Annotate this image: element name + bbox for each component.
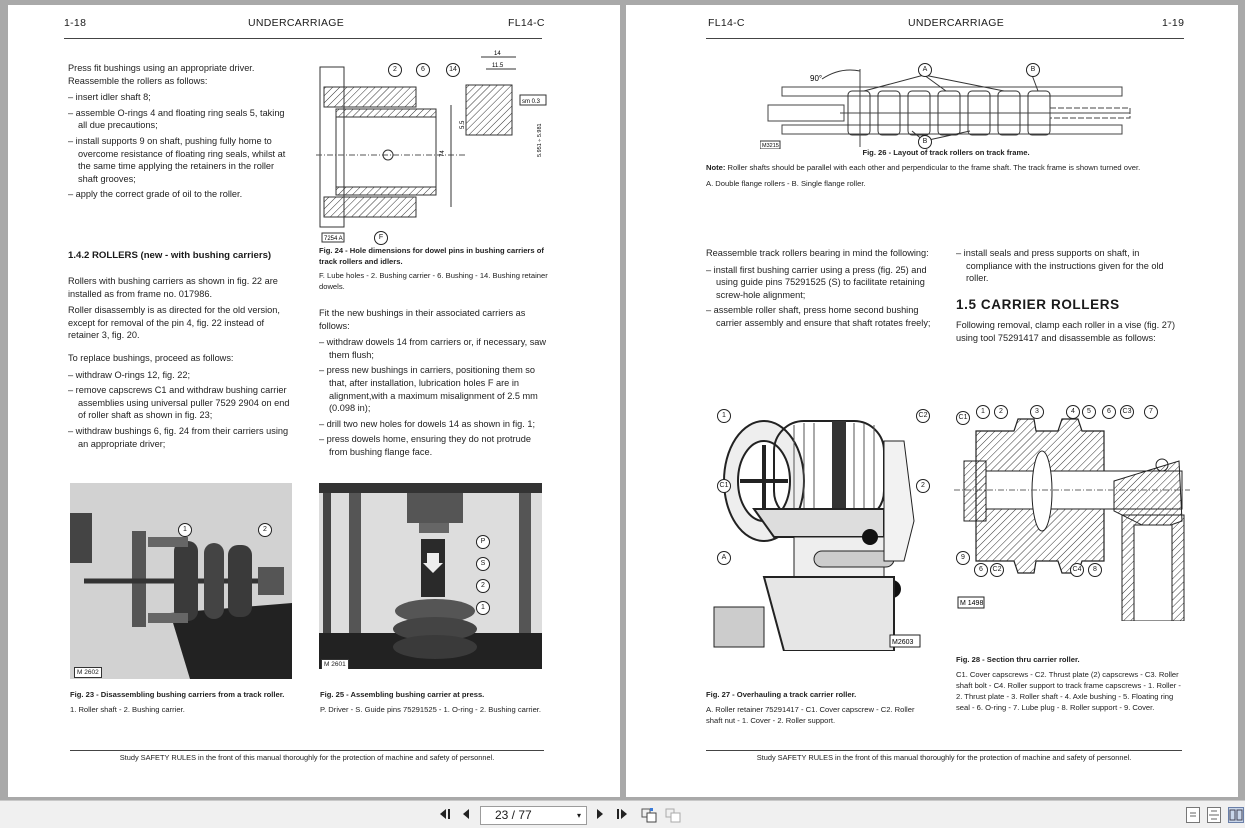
- callout-6: 6: [416, 63, 430, 77]
- fig25-caption: [320, 689, 546, 715]
- page-left: [8, 5, 620, 797]
- section-1-4-2-text: [68, 275, 294, 453]
- rotate-view-button[interactable]: [640, 807, 658, 823]
- list-item: – assemble O-rings 4 and floating ring seals 5, taking all due precautions;: [68, 107, 285, 131]
- navigation-toolbar: [0, 800, 1245, 828]
- single-page-icon: [1187, 808, 1199, 822]
- callout-F: F: [374, 231, 388, 245]
- note-text: Roller shafts should be parallel with each other and perpendicular to the frame shaft. The track frame is shown turned over.: [727, 163, 1141, 172]
- fig25-ref-label: M 2601: [321, 659, 349, 669]
- list-item: – withdraw dowels 14 from carriers or, if necessary, saw them flush;: [319, 337, 547, 360]
- callout-1: 1: [476, 601, 490, 615]
- header-rule: [64, 38, 542, 39]
- list-item: – install seals and press supports on shaft, in compliance with the instructions given for the old roller.: [956, 248, 1164, 284]
- reassemble-text-cont: [956, 247, 1182, 288]
- footer-rule: [706, 750, 1182, 751]
- callout-1: 1: [976, 405, 990, 419]
- callout-1: 1: [717, 409, 731, 423]
- callout-S: S: [476, 557, 490, 571]
- callout-5: 5: [1082, 405, 1096, 419]
- continuous-view-button[interactable]: [1207, 807, 1221, 823]
- paragraph: To replace bushings, proceed as follows:: [68, 352, 234, 363]
- fig26-legend: A. Double flange rollers - B. Single flange roller.: [706, 179, 866, 188]
- fig28-legend: C1. Cover capscrews - C2. Thrust plate (2) capscrews - C3. Roller shaft bolt - C4. Roller support to track frame capscrews - 1. Roller - 2. Thrust plate - 3. Roller shaft - 4. Axle bushing - 5. Floating ring seal - 6. O-ring - 7. Lube plug - 8. Roller support - 9. Cover.: [956, 670, 1181, 712]
- single-page-view-button[interactable]: [1186, 807, 1200, 823]
- paragraph: Reassemble track rollers bearing in mind the following:: [706, 248, 929, 258]
- last-page-icon: [615, 807, 629, 821]
- list-item: – press dowels home, ensuring they do not protrude from bushing flange face.: [319, 434, 531, 457]
- fig25-title: Fig. 25 - Assembling bushing carrier at press.: [320, 690, 485, 699]
- callout-8: 8: [1088, 563, 1102, 577]
- svg-text:5.951 ÷ 5.981: 5.951 ÷ 5.981: [537, 123, 543, 157]
- svg-text:sm 0.3: sm 0.3: [522, 99, 541, 105]
- svg-text:M3215: M3215: [762, 143, 779, 149]
- list-item: – install first bushing carrier using a press (fig. 25) and using guide pins 75291525 (S) to facilitate retaining screw-hole alignment;: [706, 264, 927, 300]
- callout-P: P: [476, 535, 490, 549]
- fig25-legend: P. Driver - S. Guide pins 75291525 - 1. O-ring - 2. Bushing carrier.: [320, 705, 542, 714]
- paragraph: Fit the new bushings in their associated carriers as follows:: [319, 308, 526, 331]
- fig26-title: Fig. 26 - Layout of track rollers on track frame.: [862, 148, 1030, 157]
- section-1-5-text: [956, 319, 1182, 348]
- callout-A: A: [717, 551, 731, 565]
- section-heading-1-4-2: 1.4.2 ROLLERS (new - with bushing carriers): [68, 250, 272, 261]
- callout-6: 6: [1102, 405, 1116, 419]
- page-number: 1-18: [64, 17, 87, 29]
- next-page-button[interactable]: [594, 807, 606, 823]
- callout-B: B: [1026, 63, 1040, 77]
- callout-2: 2: [994, 405, 1008, 419]
- callout-7: 7: [1144, 405, 1158, 419]
- svg-text:5.5: 5.5: [460, 120, 466, 129]
- svg-text:M 1498: M 1498: [960, 600, 984, 607]
- page-number-select[interactable]: [480, 806, 587, 825]
- fig26-drawing: [760, 57, 1140, 149]
- fig24-title: Fig. 24 - Hole dimensions for dowel pins in bushing carriers of track rollers and idlers.: [319, 246, 544, 266]
- callout-A: A: [918, 63, 932, 77]
- page-number: 1-19: [1162, 17, 1185, 29]
- list-item: – remove capscrews C1 and withdraw bushing carrier assemblies using universal puller 7529 2904 on end of roller shaft as shown in fig. 23;: [68, 385, 290, 421]
- safety-footer: Study SAFETY RULES in the front of this manual thoroughly for the protection of machine and safety of personnel.: [119, 753, 495, 762]
- fig24-caption: [319, 245, 551, 292]
- note-label: Note:: [706, 163, 726, 172]
- callout-1: 1: [178, 523, 192, 537]
- two-page-icon: [1229, 808, 1243, 822]
- model-label: FL14-C: [708, 17, 745, 29]
- safety-footer: Study SAFETY RULES in the front of this manual thoroughly for the protection of machine and safety of personnel.: [756, 753, 1132, 762]
- callout-C3: C3: [1120, 405, 1134, 419]
- list-item: – install supports 9 on shaft, pushing fully home to overcome resistance of floating ring seals, whilst at the same time applying the retainers in the roller shaft grooves;: [68, 135, 286, 184]
- fig27-title: Fig. 27 - Overhauling a track carrier roller.: [706, 690, 857, 699]
- chevron-down-icon: ▾: [576, 811, 581, 820]
- previous-page-button[interactable]: [460, 807, 472, 823]
- list-item: – insert idler shaft 8;: [68, 92, 151, 103]
- reassemble-text: [706, 247, 932, 333]
- fig24-legend: F. Lube holes - 2. Bushing carrier - 6. Bushing - 14. Bushing retainer dowels.: [319, 271, 548, 291]
- fig26-note: [706, 162, 1186, 189]
- fig23-title: Fig. 23 - Disassembling bushing carriers from a track roller.: [70, 690, 285, 699]
- angle-label: 90°: [810, 74, 823, 83]
- two-page-view-button[interactable]: [1228, 807, 1244, 823]
- fig27-caption: [706, 689, 932, 726]
- callout-4: 4: [1066, 405, 1080, 419]
- next-page-icon: [595, 807, 605, 821]
- pages-icon: [665, 807, 681, 823]
- fig28-section-drawing: [954, 401, 1190, 621]
- last-page-button[interactable]: [614, 807, 630, 823]
- footer-rule: [70, 750, 544, 751]
- fig23-photo: [70, 483, 292, 679]
- callout-C1: C1: [956, 411, 970, 425]
- callout-C1: C1: [717, 479, 731, 493]
- callout-2: 2: [476, 579, 490, 593]
- svg-text:14: 14: [494, 51, 501, 57]
- paragraph: Rollers with bushing carriers as shown in fig. 22 are installed as from frame no. 017986.: [68, 276, 278, 299]
- list-item: – assemble roller shaft, press home second bushing carrier assembly and ensure that shaft rotates freely;: [706, 305, 931, 328]
- fig23-ref-label: M 2602: [74, 667, 102, 678]
- svg-text:M2603: M2603: [892, 639, 914, 646]
- previous-page-icon: [461, 807, 471, 821]
- fig26-caption: [706, 147, 1186, 158]
- list-item: – withdraw bushings 6, fig. 24 from their carriers using an appropriate driver;: [68, 425, 289, 449]
- list-item: – withdraw O-rings 12, fig. 22;: [68, 369, 191, 380]
- fig23-legend: 1. Roller shaft - 2. Bushing carrier.: [70, 705, 185, 714]
- callout-6b: 6: [974, 563, 988, 577]
- callout-2: 2: [258, 523, 272, 537]
- list-item: – apply the correct grade of oil to the roller.: [68, 189, 243, 200]
- callout-B: B: [918, 135, 932, 149]
- section-title: UNDERCARRIAGE: [248, 17, 345, 29]
- fig27-illustration: [704, 401, 926, 651]
- fig24-ref-label: 7254 A: [324, 236, 343, 242]
- model-label: FL14-C: [508, 17, 545, 29]
- page-right: [626, 5, 1238, 797]
- continuous-page-icon: [1208, 808, 1220, 822]
- paragraph: Following removal, clamp each roller in a vise (fig. 27) using tool 75291417 and disassemble as follows:: [956, 320, 1176, 343]
- fig25-photo: [319, 483, 542, 669]
- callout-C4: C4: [1070, 563, 1084, 577]
- fig28-title: Fig. 28 - Section thru carrier roller.: [956, 655, 1080, 664]
- section-title: UNDERCARRIAGE: [908, 17, 1005, 29]
- list-item: – press new bushings in carriers, positioning them so that, after installation, lubrication holes F are in alignment,with a maximum misalignment of 2.5 mm (0.098 in);: [319, 365, 538, 414]
- callout-3: 3: [1030, 405, 1044, 419]
- fig28-caption: [956, 654, 1182, 713]
- callout-2: 2: [388, 63, 402, 77]
- list-item: – drill two new holes for dowels 14 as shown in fig. 1;: [319, 418, 536, 429]
- fig27-legend: A. Roller retainer 75291417 - C1. Cover capscrew - C2. Roller shaft nut - 1. Cover - 2. Roller support.: [706, 705, 915, 725]
- first-page-icon: [438, 807, 452, 821]
- first-page-button[interactable]: [437, 807, 453, 823]
- section-heading-1-5: 1.5 CARRIER ROLLERS: [956, 297, 1120, 312]
- paragraph: Press fit bushings using an appropriate driver. Reassemble the rollers as follows:: [68, 63, 255, 86]
- paragraph: Roller disassembly is as directed for the old version, except for removal of the pin 4, fig. 22 instead of retainer 3, fig. 20.: [68, 305, 280, 341]
- fig24-drawing: [316, 47, 552, 243]
- callout-2: 2: [916, 479, 930, 493]
- page-indicator: 23 / 77: [495, 808, 532, 822]
- callout-14: 14: [446, 63, 460, 77]
- svg-text:74: 74: [440, 150, 446, 157]
- fig23-caption: [70, 689, 298, 715]
- callout-C2: C2: [916, 409, 930, 423]
- intro-text: [68, 62, 294, 204]
- fit-bushings-text: [319, 307, 551, 462]
- fit-view-button[interactable]: [664, 807, 682, 823]
- copy-pages-icon: [641, 807, 657, 823]
- callout-C2: C2: [990, 563, 1004, 577]
- header-rule: [706, 38, 1184, 39]
- svg-text:11.5: 11.5: [492, 63, 504, 69]
- callout-9: 9: [956, 551, 970, 565]
